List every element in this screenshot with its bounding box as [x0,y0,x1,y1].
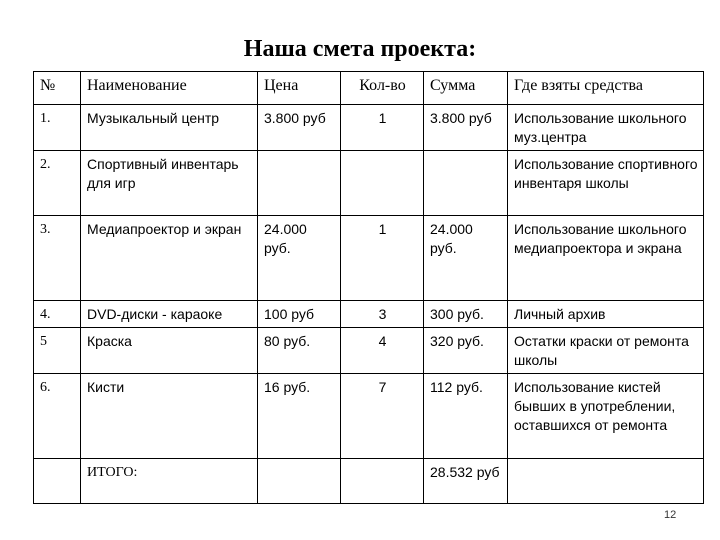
table-row [34,105,704,151]
row-source: Остатки краски от ремонта школы [508,328,704,374]
row-name: Музыкальный центр [81,105,258,151]
table-row [34,374,704,459]
row-number: 1. [34,105,81,151]
header-sum: Сумма [424,72,508,105]
row-source: Личный архив [508,301,704,328]
header-source: Где взяты средства [508,72,704,105]
row-sum [424,151,508,216]
total-row [34,459,704,504]
row-sum: 3.800 руб [424,105,508,151]
table-row [34,216,704,301]
row-sum: 320 руб. [424,328,508,374]
row-number: 3. [34,216,81,301]
row-quantity: 7 [341,374,424,459]
total-source-cell [508,459,704,504]
header-name: Наименование [81,72,258,105]
row-number: 5 [34,328,81,374]
row-price: 24.000 руб. [258,216,341,301]
total-price-cell [258,459,341,504]
row-number: 6. [34,374,81,459]
row-quantity: 1 [341,216,424,301]
row-name: DVD-диски - караоке [81,301,258,328]
total-sum: 28.532 руб [424,459,508,504]
row-price: 16 руб. [258,374,341,459]
row-source: Использование спортивного инвентаря школы [508,151,704,216]
table-row [34,328,704,374]
row-price: 100 руб [258,301,341,328]
row-name: Медиапроектор и экран [81,216,258,301]
row-number: 4. [34,301,81,328]
page-number: 12 [664,509,677,521]
row-name: Краска [81,328,258,374]
row-source: Использование школьного муз.центра [508,105,704,151]
header-number: № [34,72,81,105]
table-header-row [34,72,704,105]
row-quantity: 3 [341,301,424,328]
header-quantity: Кол-во [341,72,424,105]
row-quantity: 1 [341,105,424,151]
row-sum: 24.000 руб. [424,216,508,301]
total-number-cell [34,459,81,504]
row-price: 3.800 руб [258,105,341,151]
table-row [34,151,704,216]
row-quantity: 4 [341,328,424,374]
page-title: Наша смета проекта: [243,36,477,62]
header-price: Цена [258,72,341,105]
estimate-table [33,71,704,504]
row-price: 80 руб. [258,328,341,374]
row-name: Кисти [81,374,258,459]
row-quantity [341,151,424,216]
row-sum: 112 руб. [424,374,508,459]
total-quantity-cell [341,459,424,504]
total-label: ИТОГО: [81,459,258,504]
row-number: 2. [34,151,81,216]
row-name: Спортивный инвентарь для игр [81,151,258,216]
row-source: Использование школьного медиапроектора и экрана [508,216,704,301]
row-sum: 300 руб. [424,301,508,328]
row-source: Использование кистей бывших в употреблении, оставшихся от ремонта [508,374,704,459]
table-row [34,301,704,328]
row-price [258,151,341,216]
